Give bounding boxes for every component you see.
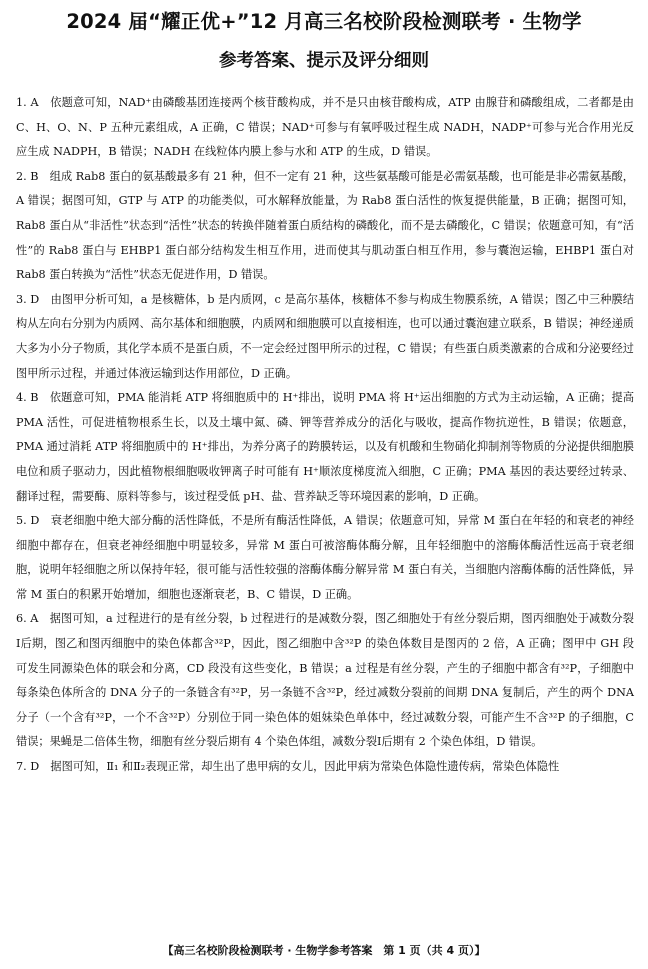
answer-item-3 <box>16 288 634 386</box>
answer-list <box>16 91 634 780</box>
answer-number: 1. A <box>16 96 39 109</box>
page-footer: 【高三名校阶段检测联考 · 生物学参考答案 第 1 页（共 4 页）】 <box>162 944 486 957</box>
answer-number: 7. D <box>16 760 40 774</box>
answer-number: 5. D <box>16 514 40 528</box>
answer-explanation: 依题意可知，NAD⁺由磷酸基团连接两个核苷酸构成，并不是只由核苷酸构成，ATP 由腺苷和磷酸组成，二者都是由 C、H、O、N、P 五种元素组成，A 正确，C 错误；NAD⁺可参与有氧呼吸过程生成 NADH，NADP⁺可参与光合作用光反应生成 NADPH，B 错误；NADH 在线粒体内膜上参与水和 ATP 的生成，D 错误。 <box>16 96 634 159</box>
answer-explanation: 依题意可知，PMA 能消耗 ATP 将细胞质中的 H⁺排出，说明 PMA 将 H⁺运出细胞的方式为主动运输，A 正确；提高 PMA 活性，可促进植物根系生长，以及土壤中氮、磷、钾等营养成分的活化与吸收，提高作物抗逆性，B 错误；依题意，PMA 通过消耗 ATP 将细胞质中的 H⁺排出，为养分离子的跨膜转运，以及有机酸和生物硝化抑制剂等物质的分泌提供细胞膜电位和质子驱动力，因此植物根细胞吸收钾离子时可能有 H⁺顺浓度梯度流入细胞，C 正确；PMA 基因的表达要经过转录、翻译过程，需要酶、原料等参与，该过程受低 pH、盐、营养缺乏等环境因素的影响，D 正确。 <box>16 391 635 503</box>
answer-item-2 <box>16 165 634 288</box>
answer-explanation: 据图可知，Ⅱ₁ 和Ⅱ₂表现正常，却生出了患甲病的女儿，因此甲病为常染色体隐性遗传病，常染色体隐性 <box>50 760 560 774</box>
answer-number: 4. B <box>16 391 39 405</box>
answer-item-6 <box>16 607 634 755</box>
answer-item-4 <box>16 386 634 509</box>
answer-number: 3. D <box>16 292 40 306</box>
answer-explanation: 衰老细胞中绝大部分酶的活性降低，不是所有酶活性降低，A 错误；依题意可知，异常 M 蛋白在年轻的和衰老的神经细胞中都存在，但衰老神经细胞中明显较多，异常 M 蛋白可被溶酶体酶分解，且年轻细胞中的溶酶体酶活性远高于衰老细胞，说明年轻细胞之所以保持年轻，很可能与活性较强的溶酶体酶分解异常 M 蛋白有关，当细胞内溶酶体酶的活性降低，异常 M 蛋白的积累开始增加，细胞也逐渐衰老，B、C 错误，D 正确。 <box>16 514 634 601</box>
page-subtitle: 参考答案、提示及评分细则 <box>219 51 429 71</box>
answer-item-1 <box>16 91 634 165</box>
answer-item-7 <box>16 755 634 780</box>
answer-number: 2. B <box>16 169 39 183</box>
page-title: 2024 届“耀正优+”12 月高三名校阶段检测联考 · 生物学 <box>66 10 582 33</box>
answer-explanation: 由图甲分析可知，a 是核糖体，b 是内质网，c 是高尔基体，核糖体不参与构成生物膜系统，A 错误；图乙中三种膜结构从左向右分别为内质网、高尔基体和细胞膜，内质网和细胞膜可以直接相连，也可以通过囊泡建立联系，B 错误；神经递质大多为小分子物质，其化学本质不是蛋白质，不一定会经过图甲所示的过程，C 错误；有些蛋白质类激素的合成和分泌要经过图甲所示过程，并通过体液运输到达作用部位，D 正确。 <box>16 292 634 380</box>
answer-item-5 <box>16 509 634 607</box>
answer-explanation: 组成 Rab8 蛋白的氨基酸最多有 21 种，但不一定有 21 种，这些氨基酸可能是必需氨基酸，也可能是非必需氨基酸，A 错误；据图可知，GTP 与 ATP 的功能类似，可水解释放能量，为 Rab8 蛋白活性的恢复提供能量，B 正确；据图可知，Rab8 蛋白从“非活性”状态到“活性”状态的转换伴随着蛋白质结构的磷酸化，而不是去磷酸化，C 错误；依题意可知，有“活性”的 Rab8 蛋白与 EHBP1 蛋白部分结构发生相互作用，进而使其与肌动蛋白相互作用，参与囊泡运输，EHBP1 蛋白对 Rab8 蛋白转换为“活性”状态无促进作用，D 错误。 <box>16 169 634 282</box>
answer-explanation: 据图可知，a 过程进行的是有丝分裂，b 过程进行的是减数分裂，图乙细胞处于有丝分裂后期，图丙细胞处于减数分裂Ⅰ后期，图乙和图丙细胞中的染色体都含³²P，因此，图乙细胞中含³²P 的染色体数目是图丙的 2 倍，A 正确；图甲中 GH 段可发生同源染色体的联会和分离，CD 段没有这些变化，B 错误；a 过程是有丝分裂，产生的子细胞中都含有³²P，子细胞中每条染色体所含的 DNA 分子的一条链含有³²P，另一条链不含³²P，经过减数分裂前的间期 DNA 复制后，产生的两个 DNA 分子（一个含有³²P，一个不含³²P）分别位于同一染色体的姐妹染色单体中，经过减数分裂，可能产生不含³²P 的子细胞，C 错误；果蝇是二倍体生物，细胞有丝分裂后期有 4 个染色体组，减数分裂Ⅰ后期有 2 个染色体组，D 错误。 <box>16 612 634 749</box>
answer-number: 6. A <box>16 612 39 626</box>
